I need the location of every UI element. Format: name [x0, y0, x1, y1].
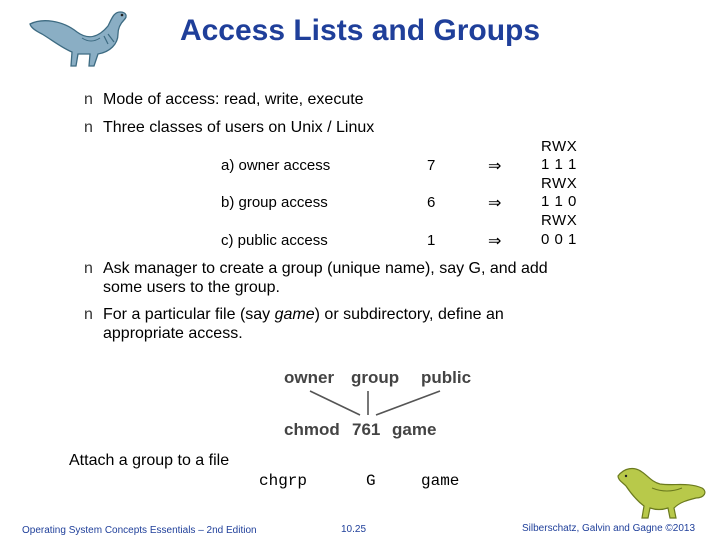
- attach-group-label: Attach a group to a file: [69, 452, 230, 469]
- command-chgrp: chgrp: [259, 472, 308, 490]
- access-row-label: b) group access: [221, 194, 328, 211]
- access-row-label: c) public access: [221, 232, 328, 249]
- bullet-marker: n: [84, 119, 93, 136]
- rwx-header: RWX: [541, 175, 578, 192]
- bullet-text: Mode of access: read, write, execute: [103, 91, 364, 108]
- bullet-marker: n: [84, 91, 93, 108]
- rwx-bits: 1 1 1: [541, 156, 577, 173]
- access-row-octal: 1: [427, 232, 436, 249]
- rwx-header: RWX: [541, 138, 578, 155]
- bullet-text: [103, 259, 548, 297]
- footer-slide-number: 10.25: [341, 524, 367, 535]
- implies-arrow-icon: ⇒: [488, 158, 502, 175]
- rwx-bits: 1 1 0: [541, 193, 577, 210]
- bullet-line: some users to the group.: [103, 279, 280, 296]
- page-title: Access Lists and Groups: [179, 14, 541, 47]
- rwx-header: RWX: [541, 212, 578, 229]
- bullet-text: [103, 305, 504, 343]
- access-row-octal: 6: [427, 194, 436, 211]
- dinosaur-corner-icon: [612, 458, 712, 520]
- command-group-arg: G: [366, 472, 376, 490]
- footer-book-title: Operating System Concepts Essentials – 2nd Edition: [22, 525, 257, 536]
- bullet-marker: n: [84, 306, 93, 323]
- access-row-octal: 7: [427, 157, 436, 174]
- command-file-arg: game: [421, 472, 460, 490]
- bullet-text: Three classes of users on Unix / Linux: [103, 119, 375, 136]
- bullet-line: Ask manager to create a group (unique name), say G, and add: [103, 260, 548, 277]
- diagram-file-label: game: [392, 420, 437, 439]
- access-row-label: a) owner access: [221, 157, 331, 174]
- implies-arrow-icon: ⇒: [488, 195, 502, 212]
- footer-authors: Silberschatz, Galvin and Gagne ©2013: [522, 523, 696, 534]
- implies-arrow-icon: ⇒: [488, 233, 502, 250]
- bullet-text-part: ) or subdirectory, define an: [314, 306, 504, 323]
- diagram-chmod-label: chmod: [284, 420, 340, 439]
- diagram-group-label: group: [351, 368, 400, 387]
- diagram-owner-label: owner: [284, 368, 335, 387]
- bullet-line: [103, 305, 504, 324]
- rwx-bits: 0 0 1: [541, 231, 577, 248]
- bullet-text-part: For a particular file (say: [103, 306, 275, 323]
- bullet-text-emphasis: game: [274, 306, 315, 323]
- diagram-connector-lines: [280, 388, 480, 418]
- diagram-mode-label: 761: [352, 420, 381, 439]
- bullet-line: appropriate access.: [103, 325, 243, 342]
- diagram-public-label: public: [421, 368, 472, 387]
- bullet-marker: n: [84, 260, 93, 277]
